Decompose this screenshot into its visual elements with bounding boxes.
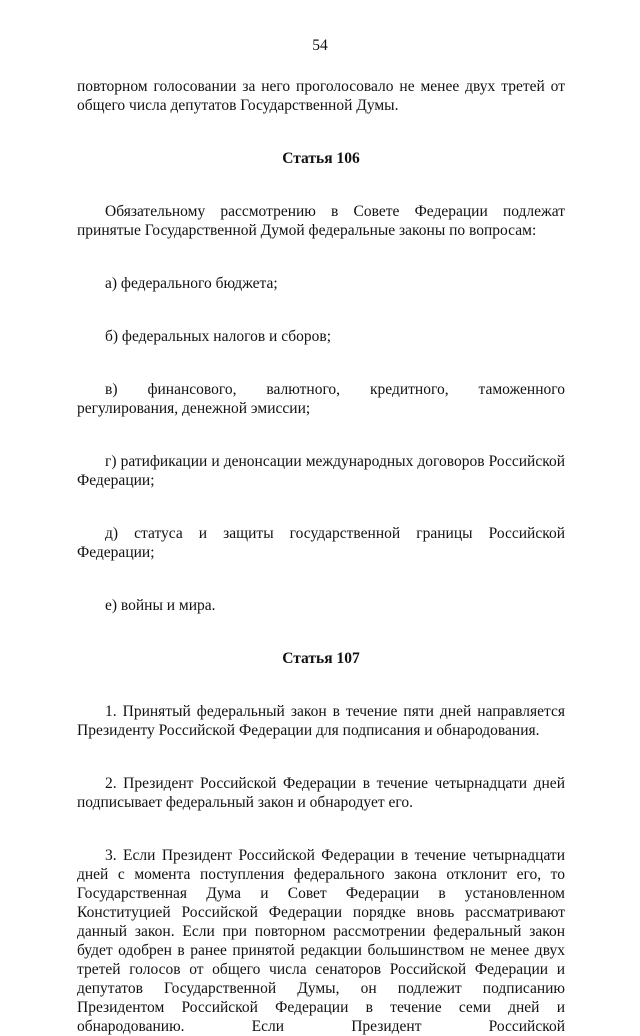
article-106-heading: Статья 106 (282, 150, 360, 167)
article-107-paragraph-3: 3. Если Президент Российской Федерации в течение четырнадцати дней с момента поступления федерального закона отклонит его, то Государственная Дума и Совет Федерации в установленном Конституцией Российской Федерации порядке вновь рассматривают данный закон. Если при повторном рассмотрении федеральный закон будет одобрен в ранее принятой редакции большинством не менее двух третей голосов от общего числа сенаторов Российской Федерации и депутатов Государственной Думы, он подлежит подписанию Президентом Российской Федерации в течение семи дней и обнародованию. Если Президент Российской (77, 847, 565, 1035)
article-106-item-b: б) федеральных налогов и сборов; (105, 328, 332, 345)
document-body (77, 77, 565, 1036)
article-106-item-a: а) федерального бюджета; (105, 275, 278, 292)
article-107-paragraph-2: 2. Президент Российской Федерации в течение четырнадцати дней подписывает федеральный закон и обнародует его. (77, 775, 565, 811)
article-106-item-e: е) войны и мира. (105, 597, 216, 614)
article-106-item-g: г) ратификации и денонсации международных договоров Российской Федерации; (77, 453, 565, 489)
article-106-item-d: д) статуса и защиты государственной границы Российской Федерации; (77, 525, 565, 561)
article-107-paragraph-1: 1. Принятый федеральный закон в течение пяти дней направляется Президенту Российской Федерации для подписания и обнародования. (77, 703, 565, 739)
article-106-lead: Обязательному рассмотрению в Совете Федерации подлежат принятые Государственной Думой федеральные законы по вопросам: (77, 203, 565, 239)
page-number: 54 (312, 37, 328, 54)
article-107-heading: Статья 107 (282, 650, 360, 667)
intro-paragraph: повторном голосовании за него проголосовало не менее двух третей от общего числа депутатов Государственной Думы. (77, 78, 565, 114)
article-106-item-v: в) финансового, валютного, кредитного, таможенного регулирования, денежной эмиссии; (77, 381, 565, 417)
